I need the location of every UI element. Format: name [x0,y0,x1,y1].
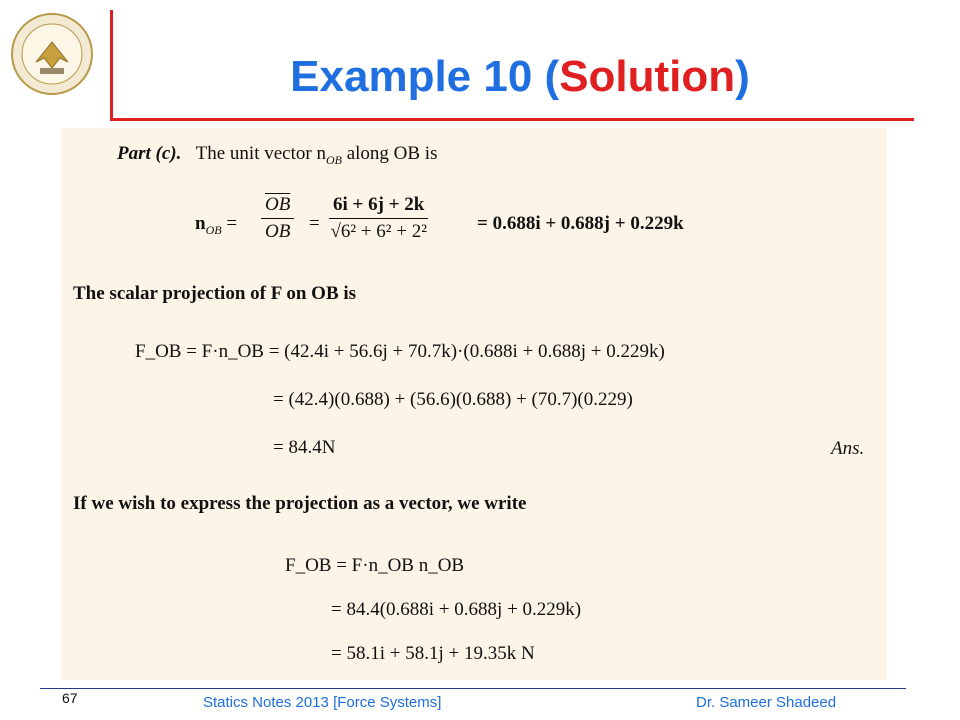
eq1-lhs: $n_{OB}$ = [195,213,238,237]
eq1-result: = 0.688i + 0.688j + 0.229k [477,213,684,234]
solution-panel [61,128,887,680]
footer-rule [40,688,906,689]
part-c-line: Part (c). The unit vector $n_{OB}$ along OB is [117,143,438,167]
eq2-line-3: = 84.4N [273,437,336,458]
eq2-line-1: F_OB = F·n_OB = (42.4i + 56.6j + 70.7k)·(0.688i + 0.688j + 0.229k) [135,341,665,362]
eq1-equals: = [309,213,320,234]
eq2-line-2: = (42.4)(0.688) + (56.6)(0.688) + (70.7)(0.229) [273,389,633,410]
scalar-intro: The scalar projection of F on OB is [73,283,357,304]
footer-course: Statics Notes 2013 [Force Systems] [203,694,442,711]
footer-author: Dr. Sameer Shadeed [696,694,837,711]
vector-intro: If we wish to express the projection as a vector, we write [73,493,527,514]
eq3-line-2: = 84.4(0.688i + 0.688j + 0.229k) [331,599,582,620]
title-horizontal-rule [110,118,914,121]
eq3-line-1: F_OB = F·n_OB n_OB [285,555,465,576]
answer-label: Ans. [831,438,865,459]
title-vertical-rule [110,10,113,120]
eq3-line-3: = 58.1i + 58.1j + 19.35k N [331,643,535,664]
page-number: 67 [62,690,78,706]
eq1-fraction-1: $\frac{\overline{OB}}{OB}$ [261,194,294,243]
eq1-fraction-2: $\frac{6i + 6j + 2k}{\text{√6² + 6² + 2²}}$ [330,194,427,242]
slide-title: Example 10 (Solution) [290,52,750,101]
university-logo [10,12,94,96]
